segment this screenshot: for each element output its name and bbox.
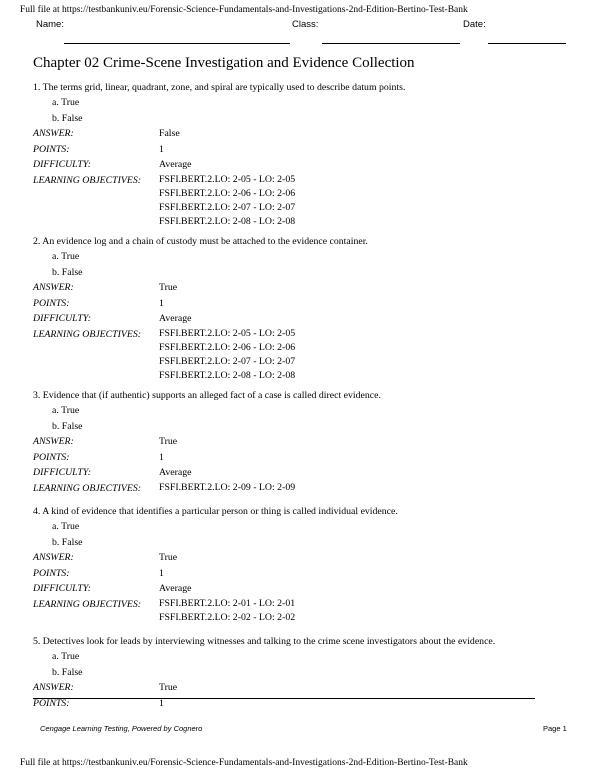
- learning-objective: FSFI.BERT.2.LO: 2-05 - LO: 2-05: [159, 327, 296, 339]
- points-label: POINTS:: [33, 143, 70, 155]
- class-field[interactable]: [322, 43, 460, 44]
- points-row: [33, 450, 573, 466]
- option-true: a. True: [52, 405, 80, 416]
- option-true: a. True: [52, 251, 80, 262]
- points-value: 1: [159, 297, 164, 309]
- points-row: [33, 142, 573, 158]
- learning-objectives-row: [33, 481, 573, 497]
- answer-row: [33, 434, 573, 450]
- learning-objective: FSFI.BERT.2.LO: 2-05 - LO: 2-05: [159, 173, 296, 185]
- points-row: [33, 566, 573, 582]
- option-false: b. False: [52, 112, 83, 124]
- difficulty-label: DIFFICULTY:: [33, 467, 91, 478]
- page-number: Page 1: [543, 724, 567, 733]
- answer-value: True: [159, 682, 178, 693]
- option-false: b. False: [52, 666, 83, 678]
- option-true: a. True: [52, 651, 80, 662]
- option-false: b. False: [52, 420, 83, 432]
- answer-row: [33, 680, 573, 696]
- difficulty-label: DIFFICULTY:: [33, 313, 91, 324]
- answer-label: ANSWER:: [33, 436, 74, 447]
- footer-divider: [33, 698, 535, 699]
- learning-objectives-row: [33, 327, 573, 383]
- points-value: 1: [159, 143, 164, 155]
- answer-row: [33, 550, 573, 566]
- name-label: Name:: [36, 19, 64, 30]
- points-label: POINTS:: [33, 297, 70, 309]
- points-value: 1: [159, 451, 164, 463]
- learning-objective: FSFI.BERT.2.LO: 2-08 - LO: 2-08: [159, 215, 296, 227]
- top-url[interactable]: Full file at https://testbankuniv.eu/Forensic-Science-Fundamentals-and-Investigations-2nd-Edition-Bertino-Test-Bank: [20, 5, 468, 15]
- learning-objective: FSFI.BERT.2.LO: 2-02 - LO: 2-02: [159, 611, 296, 623]
- date-field[interactable]: [488, 43, 566, 44]
- difficulty-label: DIFFICULTY:: [33, 583, 91, 594]
- bottom-url[interactable]: Full file at https://testbankuniv.eu/Forensic-Science-Fundamentals-and-Investigations-2nd-Edition-Bertino-Test-Bank: [20, 758, 468, 768]
- points-label: POINTS:: [33, 697, 70, 709]
- points-label: POINTS:: [33, 567, 70, 579]
- learning-objectives-row: [33, 597, 573, 625]
- points-label: POINTS:: [33, 451, 70, 463]
- points-value: 1: [159, 567, 164, 579]
- answer-row: [33, 280, 573, 296]
- question-stem: 3. Evidence that (if authentic) supports an alleged fact of a case is called direct evidence.: [33, 390, 381, 401]
- difficulty-row: [33, 465, 573, 481]
- learning-objectives-label: LEARNING OBJECTIVES:: [33, 598, 142, 610]
- points-value: 1: [159, 697, 164, 709]
- learning-objective: FSFI.BERT.2.LO: 2-07 - LO: 2-07: [159, 201, 296, 213]
- answer-label: ANSWER:: [33, 282, 74, 293]
- learning-objectives-label: LEARNING OBJECTIVES:: [33, 482, 142, 494]
- difficulty-value: Average: [159, 467, 192, 478]
- question-4: [33, 504, 573, 625]
- question-3: [33, 388, 573, 496]
- answer-value: True: [159, 552, 178, 563]
- question-5: [33, 634, 573, 711]
- answer-value: True: [159, 436, 178, 447]
- difficulty-label: DIFFICULTY:: [33, 159, 91, 170]
- learning-objective: FSFI.BERT.2.LO: 2-06 - LO: 2-06: [159, 341, 296, 353]
- option-true: a. True: [52, 97, 80, 108]
- footer-credit: Cengage Learning Testing, Powered by Cognero: [40, 724, 203, 733]
- answer-label: ANSWER:: [33, 128, 74, 139]
- learning-objective: FSFI.BERT.2.LO: 2-06 - LO: 2-06: [159, 187, 296, 199]
- difficulty-value: Average: [159, 159, 192, 170]
- class-label: Class:: [292, 19, 319, 30]
- option-true: a. True: [52, 521, 80, 532]
- question-1: [33, 80, 573, 229]
- question-stem: 5. Detectives look for leads by interviewing witnesses and talking to the crime scene investigators about the evidence.: [33, 636, 496, 647]
- difficulty-value: Average: [159, 313, 192, 324]
- difficulty-row: [33, 581, 573, 597]
- answer-label: ANSWER:: [33, 552, 74, 563]
- date-label: Date:: [463, 19, 486, 30]
- difficulty-value: Average: [159, 583, 192, 594]
- page-title: Chapter 02 Crime-Scene Investigation and Evidence Collection: [33, 55, 415, 71]
- difficulty-row: [33, 311, 573, 327]
- learning-objectives-label: LEARNING OBJECTIVES:: [33, 328, 142, 340]
- option-false: b. False: [52, 266, 83, 278]
- answer-value: True: [159, 282, 178, 293]
- learning-objectives-row: [33, 173, 573, 229]
- question-stem: 2. An evidence log and a chain of custody must be attached to the evidence container.: [33, 236, 368, 247]
- learning-objective: FSFI.BERT.2.LO: 2-09 - LO: 2-09: [159, 481, 296, 493]
- option-false: b. False: [52, 536, 83, 548]
- name-field[interactable]: [64, 43, 290, 44]
- learning-objective: FSFI.BERT.2.LO: 2-07 - LO: 2-07: [159, 355, 296, 367]
- difficulty-row: [33, 157, 573, 173]
- question-stem: 4. A kind of evidence that identifies a particular person or thing is called individual evidence.: [33, 506, 398, 517]
- answer-row: [33, 126, 573, 142]
- learning-objective: FSFI.BERT.2.LO: 2-01 - LO: 2-01: [159, 597, 296, 609]
- answer-value: False: [159, 128, 180, 139]
- question-2: [33, 234, 573, 383]
- answer-label: ANSWER:: [33, 682, 74, 693]
- learning-objective: FSFI.BERT.2.LO: 2-08 - LO: 2-08: [159, 369, 296, 381]
- learning-objectives-label: LEARNING OBJECTIVES:: [33, 174, 142, 186]
- question-stem: 1. The terms grid, linear, quadrant, zone, and spiral are typically used to describe datum points.: [33, 82, 406, 93]
- points-row: [33, 296, 573, 312]
